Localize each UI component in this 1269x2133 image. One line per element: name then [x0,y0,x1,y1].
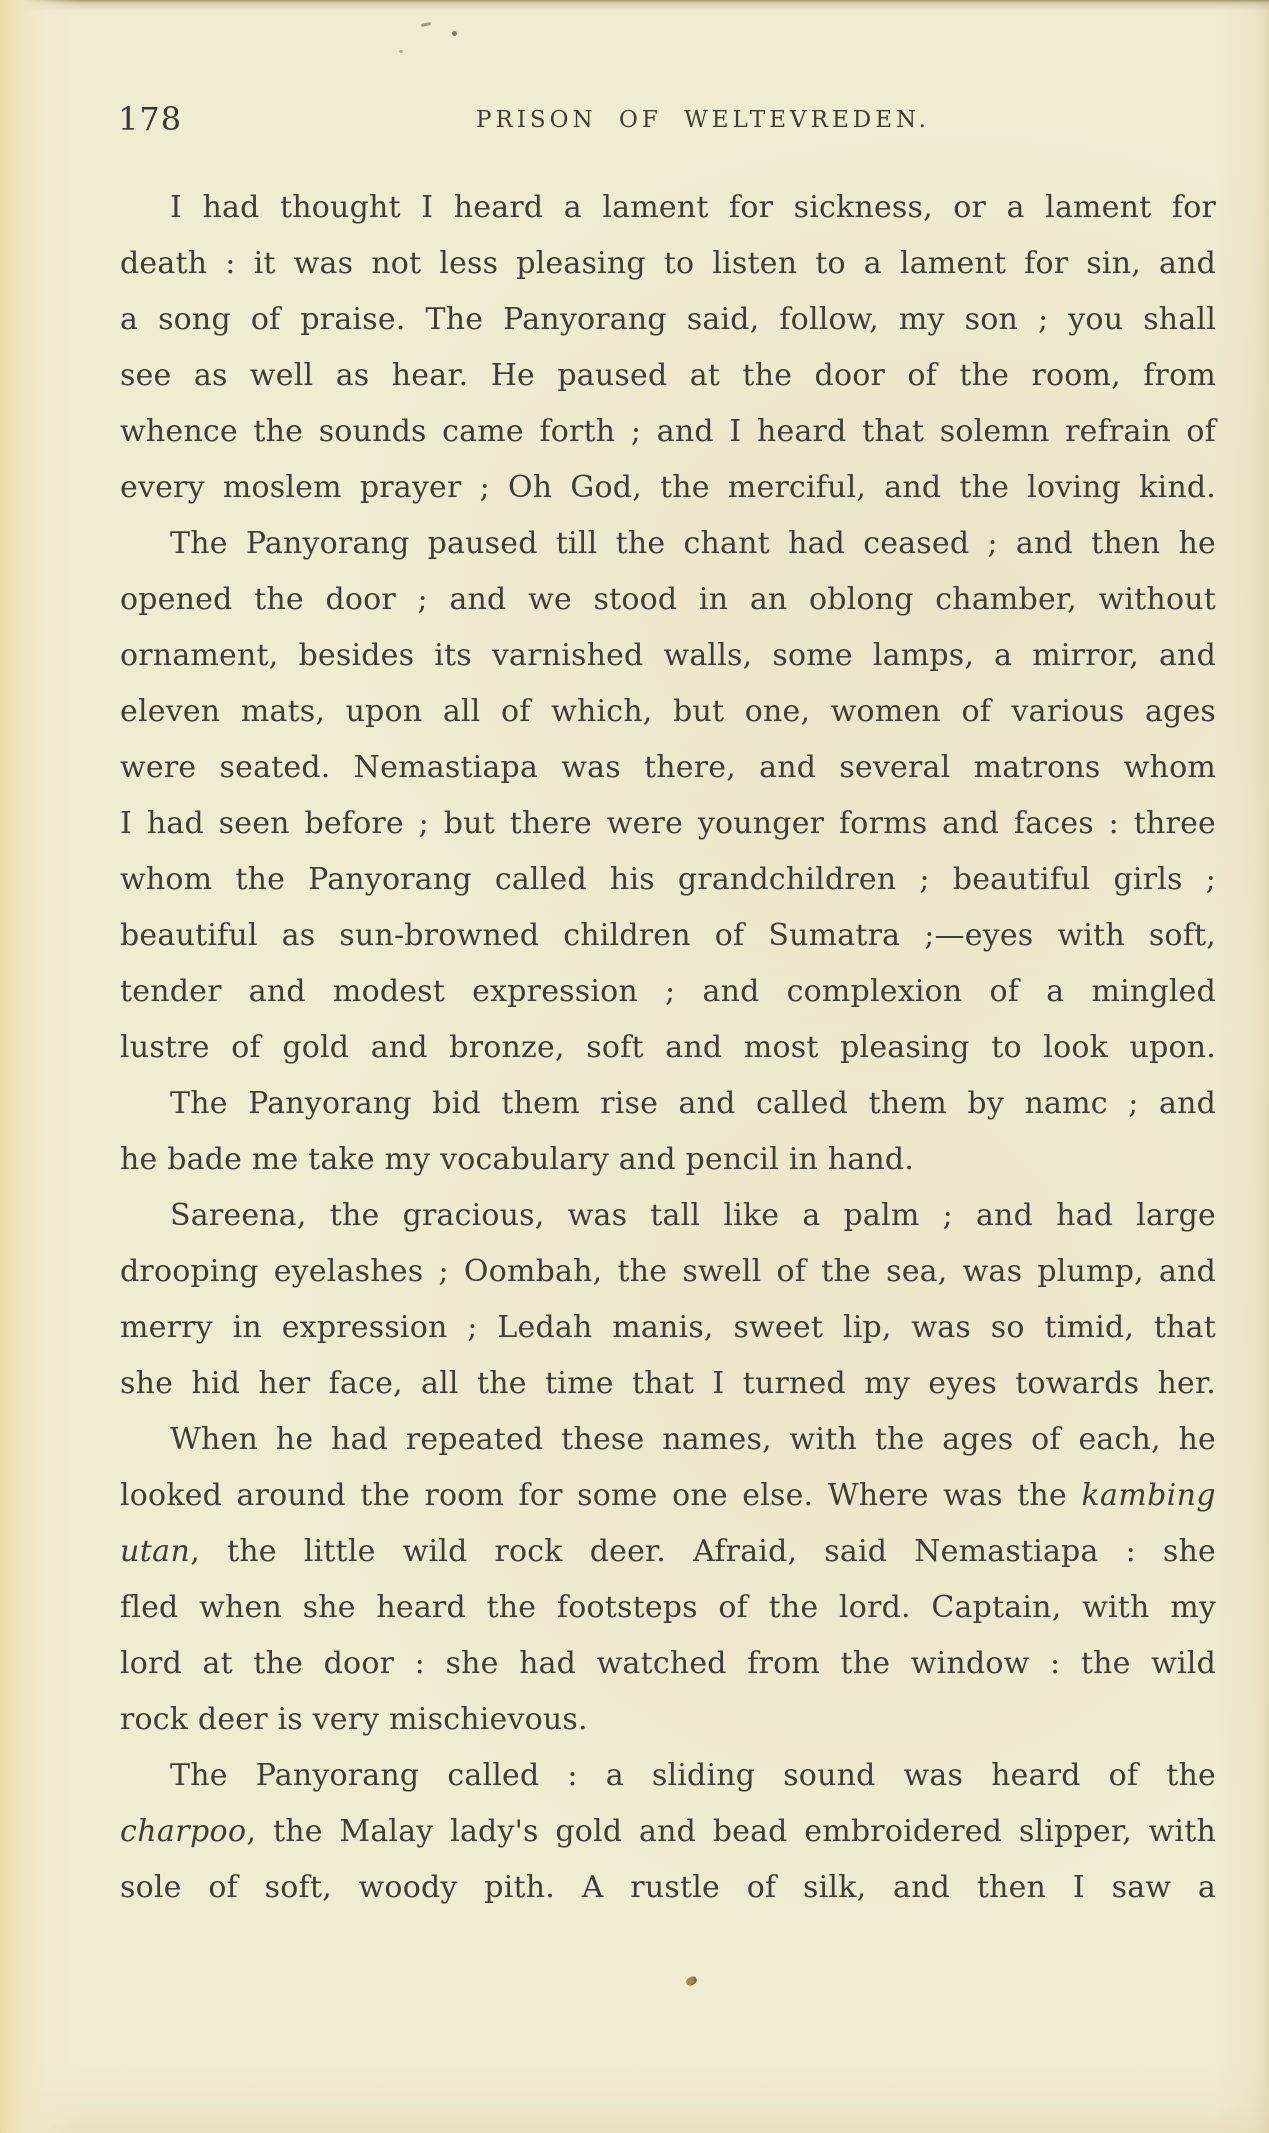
paragraph [120,1076,1216,1188]
text-line: eleven mats, upon all of which, but one, women of various ages [120,694,1216,729]
text-line: he bade me take my vocabulary and pencil in hand. [120,1142,915,1177]
text-line: merry in expression ; Ledah manis, sweet lip, was so timid, that [120,1310,1216,1345]
text-line: see as well as hear. He paused at the door of the room, from [120,358,1216,393]
ink-speck [421,22,431,27]
page-number: 178 [118,100,183,138]
text-line: looked around the room for some one else. Where was the kambing [120,1478,1216,1513]
text-line: whence the sounds came forth ; and I heard that solemn refrain of [120,414,1216,449]
text-line: When he had repeated these names, with the ages of each, he [170,1422,1216,1457]
paragraph [120,180,1216,516]
paragraph [120,1412,1216,1748]
text-line: death : it was not less pleasing to listen to a lament for sin, and [120,246,1216,281]
text-line: The Panyorang called : a sliding sound was heard of the [170,1758,1216,1793]
text-line: opened the door ; and we stood in an oblong chamber, without [120,582,1216,617]
text-line: rock deer is very mischievous. [120,1702,588,1737]
text-line: I had seen before ; but there were younger forms and faces : three [120,806,1216,841]
text-line: a song of praise. The Panyorang said, follow, my son ; you shall [120,302,1216,337]
text-line: ornament, besides its varnished walls, some lamps, a mirror, and [120,638,1216,673]
text-line: utan, the little wild rock deer. Afraid, said Nemastiapa : she [120,1534,1216,1569]
text-line: drooping eyelashes ; Oombah, the swell of the sea, was plump, and [120,1254,1216,1289]
paragraph [120,1188,1216,1412]
paragraph [120,516,1216,1076]
text-line: whom the Panyorang called his grandchildren ; beautiful girls ; [120,862,1216,897]
paper-stain [685,1975,698,1987]
text-line: Sareena, the gracious, was tall like a palm ; and had large [170,1198,1216,1233]
text-line: sole of soft, woody pith. A rustle of silk, and then I saw a [120,1870,1216,1905]
text-line: The Panyorang bid them rise and called them by namc ; and [170,1086,1216,1121]
text-line: were seated. Nemastiapa was there, and several matrons whom [120,750,1216,785]
text-line: charpoo, the Malay lady's gold and bead embroidered slipper, with [120,1814,1216,1849]
text-line: beautiful as sun-browned children of Sumatra ;—eyes with soft, [120,918,1216,953]
text-line: tender and modest expression ; and complexion of a mingled [120,974,1216,1009]
text-line: lord at the door : she had watched from the window : the wild [120,1646,1216,1681]
running-title: PRISON OF WELTEVREDEN. [476,107,930,133]
ink-speck [399,50,403,53]
paragraph [120,1748,1216,1916]
text-line: The Panyorang paused till the chant had ceased ; and then he [170,526,1216,561]
text-line: I had thought I heard a lament for sickness, or a lament for [170,190,1216,225]
page-header [118,100,1218,140]
ink-speck [452,31,457,36]
text-line: lustre of gold and bronze, soft and most pleasing to look upon. [120,1030,1216,1065]
text-line: every moslem prayer ; Oh God, the merciful, and the loving kind. [120,470,1216,505]
text-block [120,180,1216,1916]
text-line: she hid her face, all the time that I turned my eyes towards her. [120,1366,1216,1401]
text-line: fled when she heard the footsteps of the lord. Captain, with my [120,1590,1216,1625]
